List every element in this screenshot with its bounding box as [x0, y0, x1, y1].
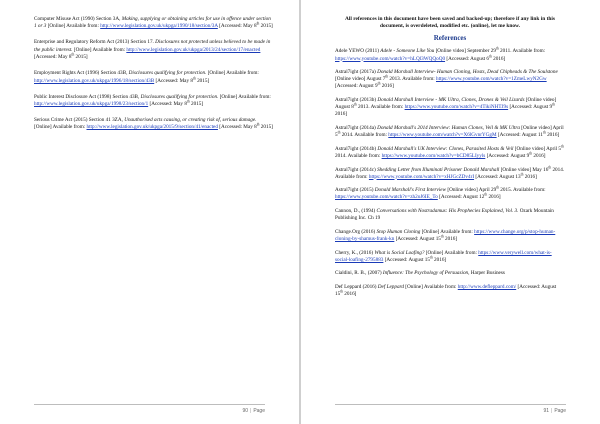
reference-link[interactable]: https://www.youtube.com/watch?v=1ZmeLwyN2Gw [435, 76, 547, 83]
reference-title: Donald Marshall's UK Interview: Clones, Parasited Hosts & Veil [377, 145, 514, 152]
page-footer-left [34, 404, 265, 414]
ordinal-suffix: th [520, 171, 524, 176]
reference-accessed: [Accessed: May 8 [155, 77, 193, 84]
reference-entry [335, 48, 565, 62]
reference-title: Donald Marshall's 2014 Interview: Human Clones, Veil & MK Ultra [377, 124, 520, 131]
reference-available-from: 2014. Available from: [335, 152, 381, 159]
reference-year: 2015] [197, 77, 210, 84]
reference-source: Adele YEWO (2011) [335, 48, 379, 55]
reference-year: 2016] [344, 291, 357, 298]
footer-separator: | [250, 408, 252, 414]
reference-source: Change.Org (2016) [335, 228, 376, 235]
reference-entry [34, 70, 274, 85]
reference-entry [335, 229, 565, 243]
reference-entry [335, 187, 565, 201]
ordinal-suffix: th [256, 21, 260, 26]
reference-year: 2015] [260, 124, 273, 131]
reference-entry [335, 208, 565, 222]
reference-availability: [Online video] May 16 [500, 166, 549, 173]
reference-year: 2015] [260, 23, 273, 30]
left-page-content [34, 16, 274, 140]
reference-source: Enterprise and Regulatory Reform Act (2013) Section 17. [34, 39, 154, 46]
reference-accessed: [Accessed: August 15 [384, 256, 430, 263]
reference-availability: [Online video] April 5 [335, 124, 564, 139]
reference-available-from: 2014. Available from: [341, 132, 387, 139]
reference-year: 2016] [493, 55, 506, 62]
reference-link[interactable]: https://www.youtube.com/watch?v=hLQl3WQQoQ0 [335, 55, 446, 62]
ordinal-suffix: th [440, 234, 444, 239]
ordinal-suffix: th [429, 254, 433, 259]
backup-notice: All references in this document have been saved and backed-up; therefore if any link in this document, is overdeleted, modified etc. (online), let me know. [345, 16, 555, 30]
reference-source: Cherry, K., (2016) [335, 249, 374, 256]
reference-link[interactable]: http://www.legislation.gov.uk/ukpga/1990/18/section/3A [100, 23, 218, 30]
reference-year: 2015] [191, 101, 204, 108]
reference-availability: [Online video] April 29 [447, 187, 497, 194]
reference-title: Unauthorised acts causing, or creating risk of, serious damage. [124, 117, 257, 124]
reference-title: Adele - Someone Like You [380, 48, 435, 55]
reference-link[interactable]: https://www.verywell.com/what-is-social-loafing-2795883 [335, 249, 552, 263]
reference-availability: Ozark Mountain Publishing Inc. Ch 19 [335, 208, 554, 222]
ordinal-suffix: th [337, 130, 341, 135]
reference-year: 2015] [75, 54, 88, 61]
reference-accessed: [Accessed: August 15 [335, 284, 557, 298]
reference-available-from: 2014. Available from: [335, 166, 565, 180]
reference-entry [335, 164, 565, 181]
right-page-content [335, 16, 565, 305]
reference-year: 2016] [488, 194, 501, 201]
reference-accessed: [Accessed: August 6 [446, 55, 490, 62]
reference-availability: [Online] Available from: [207, 70, 259, 77]
reference-availability: [Online video] August 8 [335, 97, 557, 111]
reference-accessed: [Accessed: May 8 [219, 124, 257, 131]
reference-title: Donald Marshall's First Interview [374, 187, 447, 194]
reference-entry [335, 125, 565, 139]
reference-source: Serious Crime Act (2015) Section 41 3ZA, [34, 117, 123, 124]
reference-year: 2016] [524, 173, 537, 180]
reference-availability: [Online] Available from: [421, 228, 473, 235]
reference-availability: [Online video] April 5 [514, 145, 562, 152]
reference-accessed: [Accessed: May 8 [219, 23, 257, 30]
reference-accessed: [Accessed: August 9 [335, 83, 378, 90]
reference-availability: Harper Business [470, 270, 505, 277]
reference-link[interactable]: https://www.youtube.com/watch?v=zh2oJ6IE_To [335, 194, 438, 201]
reference-link[interactable]: http://www.defleppard.com/ [457, 284, 517, 291]
ordinal-suffix: th [256, 122, 260, 127]
reference-link[interactable]: https://www.youtube.com/watch?v=xHJGcZDv4rI [368, 173, 475, 180]
reference-year: 2016] [547, 132, 560, 139]
page-number: 90 [242, 408, 248, 414]
footer-separator: | [551, 408, 553, 414]
ordinal-suffix: th [495, 46, 499, 51]
ordinal-suffix: th [192, 75, 196, 80]
reference-entry [335, 270, 565, 277]
reference-available-from: 2015. Available from: [500, 187, 546, 194]
reference-source: Astral7ight (2014c) [335, 166, 376, 173]
reference-accessed: [Accessed: August 12 [439, 194, 485, 201]
ordinal-suffix: th [71, 52, 75, 57]
reference-source: Def Leppard (2016) [335, 284, 377, 291]
reference-entry [335, 284, 565, 298]
reference-availability: [Online] Available from: [73, 46, 126, 53]
reference-title: Donald Marshall Interview- Human Cloning, Hosts, Dead Chipheads & The Soulstone [377, 69, 558, 76]
reference-availability: [Online] Available from: [47, 23, 99, 30]
reference-source: Astral7ight (2013b) [335, 97, 377, 104]
reference-entry [335, 97, 565, 118]
left-page [0, 0, 299, 424]
reference-availability: [Online video] August 7 [335, 76, 386, 83]
reference-title: Def Leppard [377, 284, 404, 291]
reference-title: Disclosures qualifying for protection. [140, 93, 219, 100]
reference-year: 2016] [381, 83, 394, 90]
reference-entry [34, 94, 274, 109]
reference-accessed: [Accessed: August 13 [475, 173, 521, 180]
ordinal-suffix: th [340, 289, 343, 294]
reference-entry [34, 117, 274, 132]
reference-source: Public Interest Disclosure Act (1998) Section 43B, [34, 93, 140, 100]
page-label: Page [554, 408, 566, 414]
ordinal-suffix: th [561, 143, 564, 148]
reference-title: Shedding Letter from Illuminati Prisoner Donald Marshall [377, 166, 500, 173]
reference-availability: [Online] Available from: [425, 249, 477, 256]
ordinal-suffix: th [529, 151, 533, 156]
reference-year: 2016] [335, 111, 348, 118]
reference-title: Disclosures qualifying for protection. [128, 70, 207, 77]
reference-availability: [Online] Available from: [34, 124, 86, 131]
reference-accessed: [Accessed: August 15 [395, 235, 441, 242]
reference-available-from: 2011. Available from: [500, 48, 546, 55]
right-page [301, 0, 600, 424]
ordinal-suffix: th [484, 192, 488, 197]
reference-availability: [Online video] September 29 [435, 48, 496, 55]
reference-link[interactable]: http://www.legislation.gov.uk/ukpga/2013/24/section/17/enacted [126, 46, 261, 53]
ordinal-suffix: th [353, 102, 357, 107]
reference-source: Astral7ight (2014b) [335, 145, 377, 152]
reference-title: Stop Human Cloning [376, 228, 421, 235]
reference-entry [335, 250, 565, 264]
reference-link[interactable]: https://www.change.org/p/stop-human-cloning-by-shamus-frank-kn [335, 228, 556, 242]
reference-availability: [Online] Available from: [219, 93, 271, 100]
references-list [335, 48, 565, 298]
reference-year: 2016] [533, 152, 546, 159]
ordinal-suffix: th [377, 81, 381, 86]
references-heading: References [433, 34, 467, 43]
reference-source: Astral7ight (2015) [335, 187, 374, 194]
ordinal-suffix: th [542, 130, 546, 135]
page-footer-right [335, 404, 566, 414]
ordinal-suffix: th [548, 164, 552, 169]
reference-link[interactable]: https://www.youtube.com/watch?v=X6lGvnrYGgM [388, 132, 497, 139]
reference-source: Computer Misuse Act (1990) Section 3A, [34, 16, 121, 22]
reference-year: 2016] [434, 256, 447, 263]
reference-title: Conversations with Nostradamus: His Prophecies Explained, Vol. 3. [376, 208, 519, 215]
reference-title: What is Social Loafing? [374, 249, 425, 256]
reference-accessed: [Accessed: August 9 [509, 104, 553, 111]
reference-title: Disclosures not protected unless believed to be made in the public interest. [34, 39, 271, 53]
reference-title: Making, supplying or obtaining articles for use in offence under section 1 or 3 [34, 16, 271, 30]
reference-source: Cialdini, R. B., (2007) [335, 270, 382, 277]
reference-available-from: 2013. Available from: [389, 76, 435, 83]
reference-source: Astral7ight (2017a) [335, 69, 376, 76]
ordinal-suffix: th [496, 185, 499, 190]
reference-link[interactable]: http://www.legislation.gov.uk/ukpga/1998/23/section/1 [34, 101, 149, 108]
reference-accessed: [Accessed: August 11 [497, 132, 543, 139]
reference-source: Cannon, D., (1994) [335, 208, 376, 215]
reference-link[interactable]: https://www.youtube.com/watch?v=bCD85LIyyls [381, 152, 486, 159]
reference-accessed: [Accessed: May 8 [34, 54, 72, 61]
reference-link[interactable]: http://www.legislation.gov.uk/ukpga/1996/18/section/43B [34, 77, 155, 84]
reference-accessed: [Accessed: August 9 [486, 152, 530, 159]
reference-source: Astral7ight (2014a) [335, 124, 376, 131]
reference-entry [34, 16, 274, 31]
page-number: 91 [543, 408, 549, 414]
reference-source: Employment Rights Act (1996) Section 43B, [34, 70, 128, 77]
reference-availability: [Online] Available from: [405, 284, 457, 291]
reference-entry [34, 39, 274, 61]
reference-entry [335, 69, 565, 90]
reference-link[interactable]: https://www.youtube.com/watch?v=4TikiNHTJ9s [404, 104, 509, 111]
ordinal-suffix: th [385, 74, 389, 79]
ordinal-suffix: th [186, 99, 190, 104]
reference-link[interactable]: http://www.legislation.gov.uk/ukpga/2015/9/section/41/enacted [86, 124, 218, 131]
reference-accessed: [Accessed: May 8 [149, 101, 187, 108]
reference-available-from: 2013. Available from: [357, 104, 404, 111]
reference-title: Donald Marshall Interview - MK Ultra, Clones, Drones & Veil Lizards [377, 97, 525, 104]
page-label: Page [253, 408, 265, 414]
reference-entry [335, 143, 565, 160]
reference-title: Influence: The Psychology of Persuasion, [382, 270, 470, 277]
ordinal-suffix: th [552, 102, 555, 107]
ordinal-suffix: th [489, 53, 492, 58]
reference-year: 2016] [445, 235, 458, 242]
